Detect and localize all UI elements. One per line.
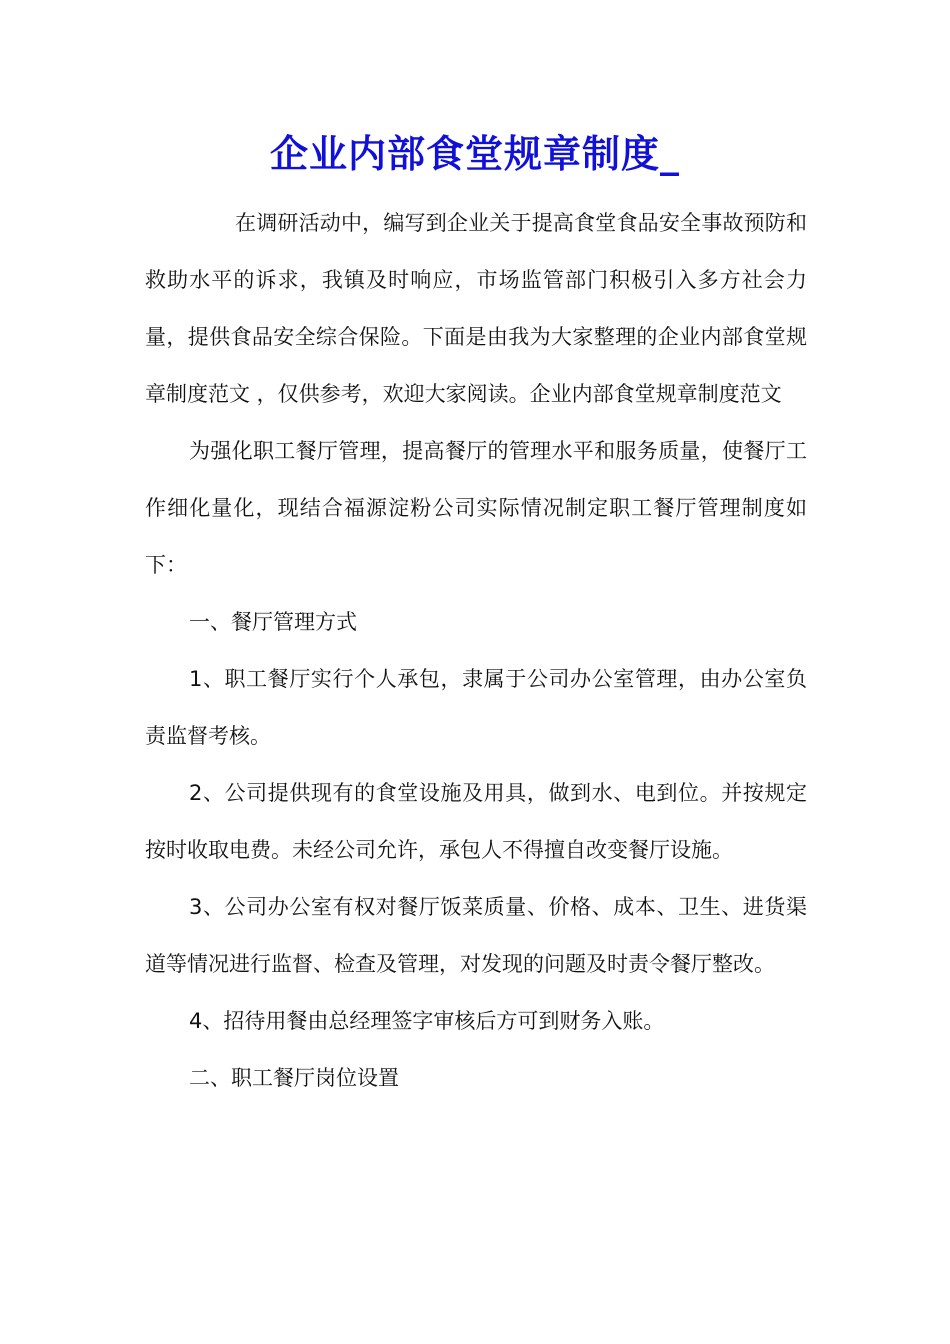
document-body [145, 195, 807, 1107]
paragraph-item-1: 1、职工餐厅实行个人承包，隶属于公司办公室管理，由办公室负责监督考核。 [145, 667, 807, 748]
section-heading-positions: 二、职工餐厅岗位设置 [189, 1066, 399, 1090]
paragraph-item-3: 3、公司办公室有权对餐厅饭菜质量、价格、成本、卫生、进货渠道等情况进行监督、检查及管理，对发现的问题及时责令餐厅整改。 [145, 895, 807, 976]
document-title: 企业内部食堂规章制度_ [269, 131, 680, 176]
paragraph-intro: 在调研活动中，编写到企业关于提高食堂食品安全事故预防和救助水平的诉求，我镇及时响应，市场监管部门积极引入多方社会力量，提供食品安全综合保险。下面是由我为大家整理的企业内部食堂规章制度范文 ，仅供参考，欢迎大家阅读。企业内部食堂规章制度范文 [145, 211, 807, 406]
paragraph-purpose: 为强化职工餐厅管理，提高餐厅的管理水平和服务质量，使餐厅工作细化量化，现结合福源淀粉公司实际情况制定职工餐厅管理制度如下： [145, 439, 807, 577]
paragraph-item-4: 4、招待用餐由总经理签字审核后方可到财务入账。 [189, 1009, 665, 1033]
section-heading-management-mode: 一、餐厅管理方式 [189, 610, 357, 634]
paragraph-item-2: 2、公司提供现有的食堂设施及用具，做到水、电到位。并按规定按时收取电费。未经公司允许，承包人不得擅自改变餐厅设施。 [145, 781, 807, 862]
